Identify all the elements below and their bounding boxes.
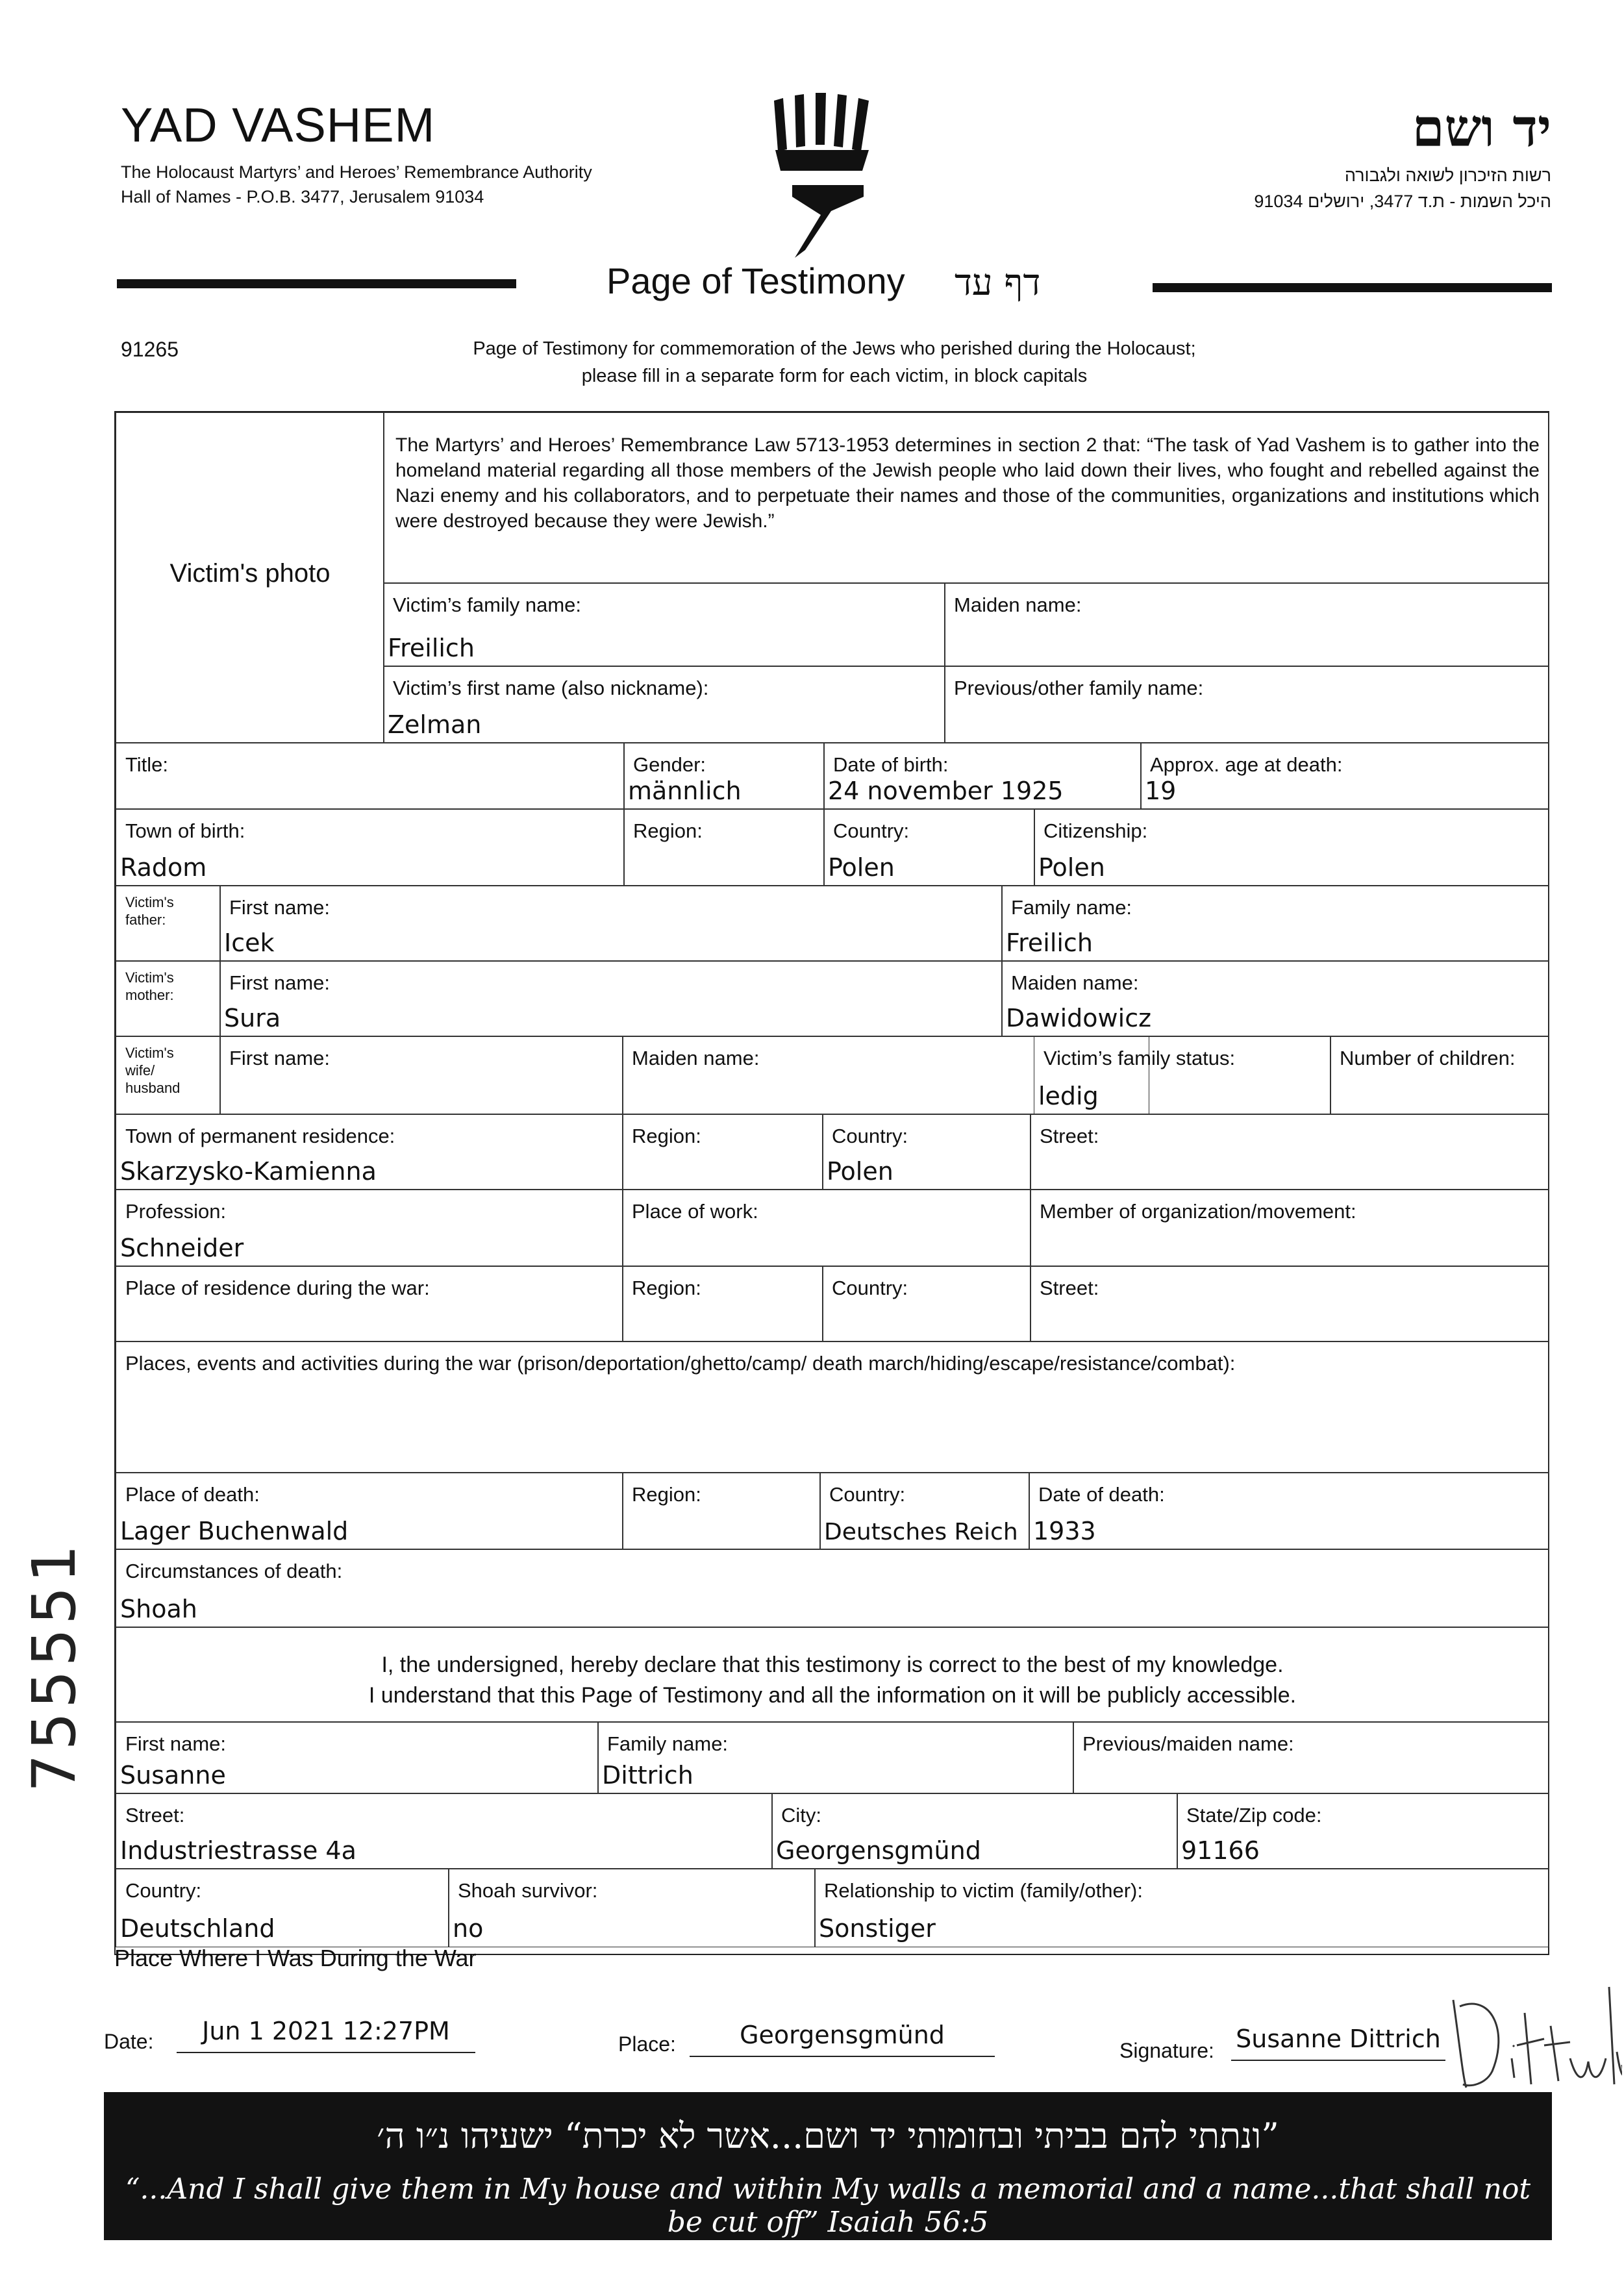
victim-family-name-label: Victim’s family name: (393, 593, 581, 616)
submitter-family-name-value: Dittrich (602, 1761, 693, 1790)
submitter-state-zip-label: State/Zip code: (1186, 1804, 1322, 1827)
declaration-line-1: I, the undersigned, hereby declare that this testimony is correct to the best of my knowledge. (381, 1653, 1284, 1677)
family-status-field[interactable] (1034, 1036, 1331, 1115)
spouse-maiden-name-label: Maiden name: (632, 1047, 760, 1069)
submitter-family-name-field[interactable] (597, 1721, 1074, 1794)
residence-region-label: Region: (632, 1125, 701, 1147)
signature-field[interactable]: Susanne Dittrich (1231, 2025, 1445, 2061)
gender-label: Gender: (633, 753, 706, 776)
birth-region-label: Region: (633, 819, 703, 842)
date-of-birth-label: Date of birth: (833, 753, 949, 776)
hebrew-address: היכל השמות - ת.ד 3477, ירושלים 91034 (1254, 192, 1551, 211)
town-of-birth-field[interactable] (116, 808, 625, 886)
maiden-name-field[interactable] (944, 582, 1549, 667)
law-text-box (383, 412, 1549, 584)
citizenship-label: Citizenship: (1043, 819, 1148, 842)
form-instructions (364, 335, 1305, 390)
declaration-line-2: I understand that this Page of Testimony and all the information on it will be publicly accessible. (368, 1683, 1297, 1708)
submitter-city-value: Georgensgmünd (776, 1836, 981, 1865)
residence-country-field[interactable] (822, 1114, 1031, 1190)
submitter-city-field[interactable] (771, 1793, 1178, 1869)
town-of-birth-value: Radom (120, 853, 207, 882)
victim-first-name-field[interactable] (383, 666, 945, 743)
father-family-name-label: Family name: (1011, 896, 1132, 919)
father-first-name-value: Icek (224, 929, 275, 957)
mother-first-name-value: Sura (224, 1004, 281, 1032)
residence-country-value: Polen (827, 1157, 893, 1186)
number-of-children-field[interactable] (1330, 1036, 1549, 1115)
shoah-survivor-field[interactable] (448, 1868, 816, 1947)
places-events-label: Places, events and activities during the war (prison/deportation/ghetto/camp/ death march/hiding/escape/resistance/combat): (125, 1352, 1236, 1375)
war-country-field[interactable] (822, 1266, 1031, 1342)
profession-value: Schneider (120, 1234, 244, 1262)
member-organization-label: Member of organization/movement: (1040, 1200, 1356, 1223)
citizenship-value: Polen (1038, 853, 1105, 882)
residence-during-war-label: Place of residence during the war: (125, 1277, 430, 1299)
declaration-box (116, 1627, 1549, 1723)
spouse-label: Victim's wife/ husband (125, 1045, 181, 1096)
place-of-death-value: Lager Buchenwald (120, 1517, 349, 1545)
death-country-label: Country: (829, 1483, 906, 1506)
submitter-street-value: Industriestrasse 4a (120, 1836, 356, 1865)
submitter-country-field[interactable] (116, 1868, 449, 1947)
family-status-value: ledig (1038, 1082, 1099, 1110)
yad-vashem-logo-icon (766, 88, 883, 263)
date-field[interactable]: Jun 1 2021 12:27PM (177, 2017, 475, 2053)
submitter-city-label: City: (781, 1804, 821, 1827)
father-family-name-field[interactable] (1001, 885, 1549, 962)
yad-vashem-title: YAD VASHEM (121, 98, 436, 152)
mother-maiden-name-field[interactable] (1001, 960, 1549, 1037)
town-residence-value: Skarzysko-Kamienna (120, 1157, 377, 1186)
date-of-death-label: Date of death: (1038, 1483, 1165, 1506)
scripture-banner (104, 2092, 1552, 2240)
authority-address (121, 160, 592, 209)
member-organization-field[interactable] (1030, 1189, 1549, 1267)
hall-of-names-address: Hall of Names - P.O.B. 3477, Jerusalem 91034 (121, 187, 484, 206)
page-title: Page of Testimony (606, 260, 905, 301)
war-region-field[interactable] (622, 1266, 823, 1342)
circumstances-of-death-value: Shoah (120, 1595, 197, 1623)
spouse-first-name-field[interactable] (219, 1036, 623, 1115)
relationship-value: Sonstiger (819, 1914, 936, 1943)
place-of-work-label: Place of work: (632, 1200, 758, 1223)
header-rule-right (1153, 283, 1552, 292)
profession-field[interactable] (116, 1189, 623, 1267)
submitter-country-label: Country: (125, 1879, 202, 1902)
submitter-state-zip-value: 91166 (1181, 1836, 1260, 1865)
mother-label: Victim's mother: (125, 969, 174, 1003)
submitter-previous-name-field[interactable] (1073, 1721, 1549, 1794)
yad-vashem-hebrew-title: יד ושם (1412, 97, 1551, 158)
residence-street-field[interactable] (1030, 1114, 1549, 1190)
spouse-row-label (116, 1036, 221, 1115)
law-text: The Martyrs’ and Heroes’ Remembrance Law 5713-1953 determines in section 2 that: “The task of Yad Vashem is to gather into the homeland material regarding all those members of the Jewish people who laid down their lives, who fought and rebelled against the Nazi enemy and his collaborators, and to perpetuate their names and those of the communities, organizations and institutions which were destroyed because they were Jewish.” (395, 434, 1540, 532)
shoah-survivor-value: no (453, 1914, 484, 1943)
victim-first-name-value: Zelman (388, 710, 482, 739)
residence-country-label: Country: (832, 1125, 908, 1147)
age-at-death-field[interactable] (1140, 742, 1549, 810)
victim-photo-label: Victim's photo (169, 559, 331, 588)
submitter-street-label: Street: (125, 1804, 185, 1827)
town-residence-field[interactable] (116, 1114, 623, 1190)
residence-region-field[interactable] (622, 1114, 823, 1190)
circumstances-of-death-label: Circumstances of death: (125, 1560, 343, 1582)
war-region-label: Region: (632, 1277, 701, 1299)
citizenship-field[interactable] (1034, 808, 1549, 886)
town-of-birth-label: Town of birth: (125, 819, 245, 842)
death-country-value: Deutsches Reich (824, 1519, 1018, 1545)
previous-family-name-field[interactable] (944, 666, 1549, 743)
father-label: Victim's father: (125, 894, 174, 928)
victim-family-name-field[interactable] (383, 582, 945, 667)
death-country-field[interactable] (819, 1472, 1030, 1550)
residence-street-label: Street: (1040, 1125, 1099, 1147)
father-first-name-field[interactable] (219, 885, 1003, 962)
banner-english-quote: “...And I shall give them in My house and within My walls a memorial and a name...that shall not be cut off” Isaiah 56:5 (125, 2173, 1531, 2239)
mother-row-label (116, 960, 221, 1037)
profession-label: Profession: (125, 1200, 227, 1223)
signature-label: Signature: (1119, 2039, 1214, 2062)
victim-photo-box (116, 412, 384, 743)
father-row-label (116, 885, 221, 962)
submitter-previous-name-label: Previous/maiden name: (1082, 1732, 1294, 1755)
handwritten-signature-icon (1447, 1948, 1622, 2104)
birth-region-field[interactable] (623, 808, 825, 886)
war-street-label: Street: (1040, 1277, 1099, 1299)
relationship-label: Relationship to victim (family/other): (824, 1879, 1143, 1902)
date-label: Date: (104, 2030, 154, 2053)
declaration-text (116, 1650, 1549, 1711)
submitter-family-name-label: Family name: (607, 1732, 729, 1755)
submitter-state-zip-field[interactable] (1177, 1793, 1549, 1869)
family-status-label: Victim’s family status: (1043, 1047, 1236, 1069)
testimony-form (114, 411, 1549, 1955)
place-of-death-field[interactable] (116, 1472, 623, 1550)
relationship-field[interactable] (814, 1868, 1549, 1947)
title-label: Title: (125, 753, 169, 776)
place-field[interactable]: Georgensgmünd (690, 2021, 995, 2057)
circumstances-of-death-field[interactable] (116, 1549, 1549, 1628)
submitter-first-name-value: Susanne (120, 1761, 226, 1790)
submitter-country-value: Deutschland (120, 1914, 275, 1943)
father-family-name-value: Freilich (1006, 929, 1093, 957)
age-at-death-label: Approx. age at death: (1150, 753, 1343, 776)
maiden-name-label: Maiden name: (954, 593, 1082, 616)
authority-name: The Holocaust Martyrs’ and Heroes’ Remembrance Authority (121, 162, 592, 182)
title-field[interactable] (116, 742, 625, 810)
date-of-death-field[interactable] (1029, 1472, 1549, 1550)
mother-first-name-label: First name: (229, 971, 331, 994)
places-events-field[interactable] (116, 1341, 1549, 1473)
residence-during-war-field[interactable] (116, 1266, 623, 1342)
mother-maiden-name-value: Dawidowicz (1006, 1004, 1152, 1032)
instructions-line-1: Page of Testimony for commemoration of the Jews who perished during the Holocaust; (473, 338, 1196, 359)
father-first-name-label: First name: (229, 896, 331, 919)
submitter-street-field[interactable] (116, 1793, 773, 1869)
spouse-first-name-label: First name: (229, 1047, 331, 1069)
handwritten-side-number: 755551 (19, 1540, 89, 1792)
place-label: Place: (618, 2032, 676, 2056)
place-of-work-field[interactable] (622, 1189, 1031, 1267)
instructions-line-2: please fill in a separate form for each victim, in block capitals (581, 366, 1088, 386)
town-residence-label: Town of permanent residence: (125, 1125, 395, 1147)
page-title-hebrew: דף עד (955, 262, 1041, 304)
header-rule-left (117, 279, 516, 288)
place-of-death-label: Place of death: (125, 1483, 260, 1506)
mother-maiden-name-label: Maiden name: (1011, 971, 1139, 994)
banner-hebrew-quote: ”ונתתי להם בביתי ובחומותי יד ושם...אשר לא יכרת“ ישעיהו נ״ו ה׳ (377, 2115, 1279, 2156)
death-region-label: Region: (632, 1483, 701, 1506)
victim-first-name-label: Victim’s first name (also nickname): (393, 677, 709, 699)
death-region-field[interactable] (622, 1472, 821, 1550)
hebrew-authority-name: רשות הזיכרון לשואה ולגבורה (1344, 166, 1551, 185)
war-street-field[interactable] (1030, 1266, 1549, 1342)
date-of-birth-field[interactable] (823, 742, 1142, 810)
gender-field[interactable] (623, 742, 825, 810)
birth-country-value: Polen (828, 853, 895, 882)
birth-country-label: Country: (833, 819, 910, 842)
birth-country-field[interactable] (823, 808, 1035, 886)
war-country-label: Country: (832, 1277, 908, 1299)
submitter-first-name-field[interactable] (116, 1721, 599, 1794)
previous-family-name-label: Previous/other family name: (954, 677, 1204, 699)
mother-first-name-field[interactable] (219, 960, 1003, 1037)
gender-value: männlich (628, 777, 742, 805)
date-of-death-value: 1933 (1033, 1517, 1096, 1545)
shoah-survivor-label: Shoah survivor: (458, 1879, 598, 1902)
date-of-birth-value: 24 november 1925 (828, 777, 1064, 805)
victim-family-name-value: Freilich (388, 634, 475, 662)
age-at-death-value: 19 (1145, 777, 1177, 805)
number-of-children-label: Number of children: (1340, 1047, 1516, 1069)
place-during-war-note: Place Where I Was During the War (114, 1945, 477, 1971)
submitter-first-name-label: First name: (125, 1732, 227, 1755)
hebrew-authority-address (1254, 162, 1551, 214)
form-number: 91265 (121, 338, 179, 361)
